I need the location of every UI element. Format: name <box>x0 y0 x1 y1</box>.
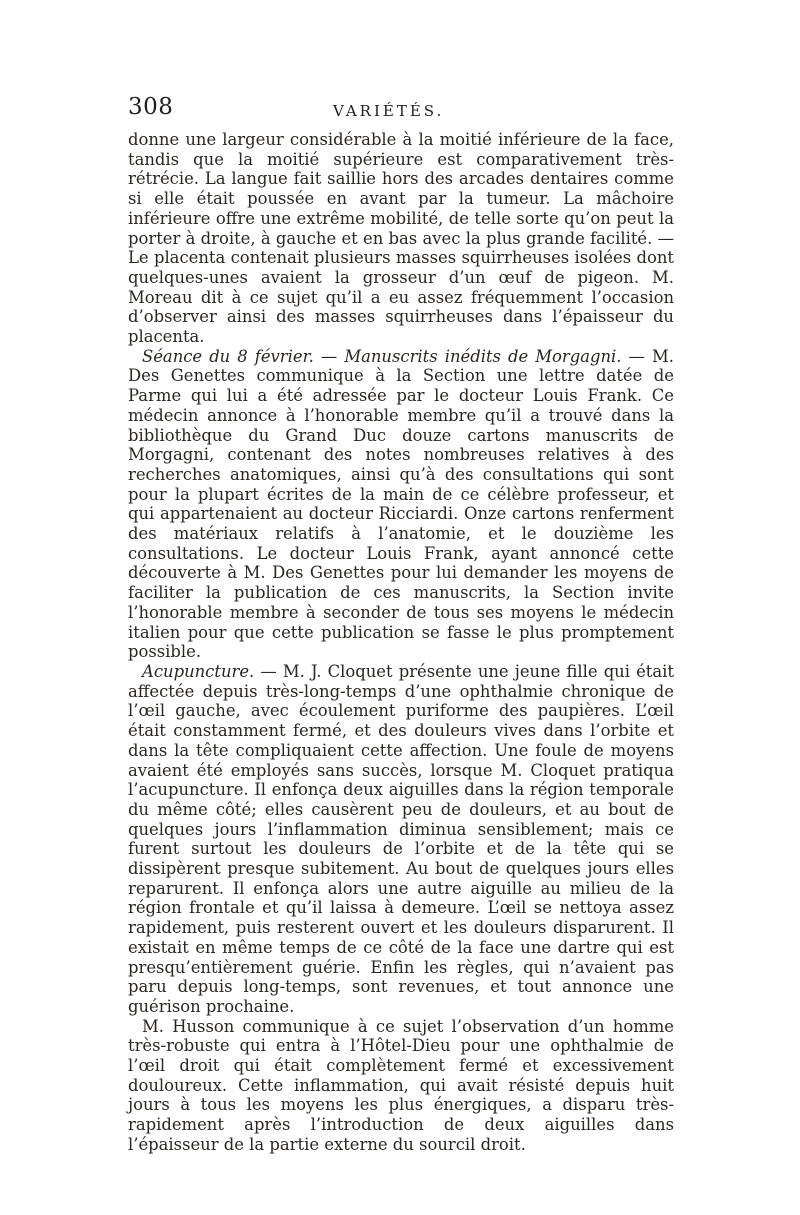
body-text <box>128 130 674 1155</box>
running-title: VARIÉTÉS. <box>333 102 445 120</box>
book-page <box>128 94 674 1155</box>
paragraph-placenta: donne une largeur considérable à la moitié inférieure de la face, tandis que la moitié supérieure est comparativement très-rétrécie. La langue fait saillie hors des arcades dentaires comme si elle était poussée en avant par la tumeur. La mâchoire inférieure offre une extrême mobilité, de telle sorte qu’on peut la porter à droite, à gauche et en bas avec la plus grande facilité. — Le placenta contenait plusieurs masses squirrheuses isolées dont quelques-unes avaient la grosseur d’un œuf de pigeon. M. Moreau dit à ce sujet qu’il a eu assez fréquemment l’occasion d’observer ainsi des masses squirrheuses dans l’épaisseur du placenta. <box>128 130 674 347</box>
paragraph-husson: M. Husson communique à ce sujet l’observation d’un homme très-robuste qui entra à l’Hôtel-Dieu pour une ophthalmie de l’œil droit qui était complètement fermé et excessivement douloureux. Cette inflammation, qui avait résisté depuis huit jours à tous les moyens les plus énergiques, a disparu très-rapidement après l’introduction de deux aiguilles dans l’épaisseur de la partie externe du sourcil droit. <box>128 1016 674 1154</box>
page-number: 308 <box>128 94 174 120</box>
session-heading: Séance du 8 février. — Manuscrits inédits de Morgagni. <box>142 346 622 366</box>
paragraph-morgagni-manuscripts <box>128 347 674 662</box>
acupuncture-heading: Acupuncture. <box>142 661 255 681</box>
running-head <box>128 94 674 130</box>
paragraph-morgagni-body: — M. Des Genettes communique à la Section une lettre datée de Parme qui lui a été adressée par le docteur Louis Frank. Ce médecin annonce à l’honorable membre qu’il a trouvé dans la bibliothèque du Grand Duc douze cartons manuscrits de Morgagni, contenant des notes nombreuses relatives à des recherches anatomiques, ainsi qu’à des consultations qui sont pour la plupart écrites de la main de ce célèbre professeur, et qui appartenaient au docteur Ricciardi. Onze cartons renferment des matériaux relatifs à l’anatomie, et le douzième les consultations. Le docteur Louis Frank, ayant annoncé cette découverte à M. Des Genettes pour lui demander les moyens de faciliter la publication de ces manuscrits, la Section invite l’honorable membre à seconder de tous ses moyens le médecin italien pour que cette publication se fasse le plus promptement possible. <box>128 346 674 662</box>
paragraph-acupuncture <box>128 662 674 1017</box>
paragraph-acupuncture-body: — M. J. Cloquet présente une jeune fille qui était affectée depuis très-long-temps d’une ophthalmie chronique de l’œil gauche, avec écoulement puriforme des paupières. L’œil était constamment fermé, et des douleurs vives dans l’orbite et dans la tête compliquaient cette affection. Une foule de moyens avaient été employés sans succès, lorsque M. Cloquet pratiqua l’acupuncture. Il enfonça deux aiguilles dans la région temporale du même côté; elles causèrent peu de douleurs, et au bout de quelques jours l’inflammation diminua sensiblement; mais ce furent surtout les douleurs de l’orbite et de la tête qui se dissipèrent presque subitement. Au bout de quelques jours elles reparurent. Il enfonça alors une autre aiguille au milieu de la région frontale et qu’il laissa à demeure. L’œil se nettoya assez rapidement, puis resterent ouvert et les douleurs disparurent. Il existait en même temps de ce côté de la face une dartre qui est presqu’entièrement guérie. Enfin les règles, qui n’avaient pas paru depuis long-temps, sont revenues, et tout annonce une guérison prochaine. <box>128 661 674 1016</box>
